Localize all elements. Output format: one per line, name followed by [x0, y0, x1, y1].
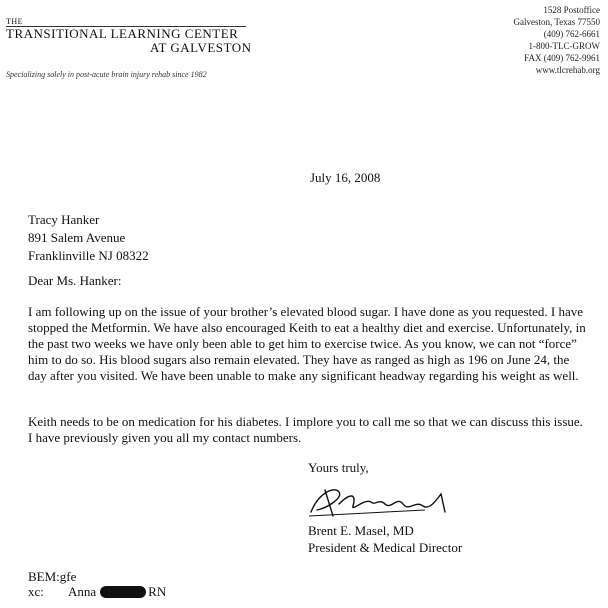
letter-date: July 16, 2008 [310, 170, 381, 185]
recipient-address [28, 211, 149, 265]
signature-image [305, 482, 465, 520]
contact-website: www.tlcrehab.org [535, 65, 600, 75]
typist-initials: BEM:gfe [28, 569, 77, 584]
contact-fax: FAX (409) 762-9961 [524, 53, 600, 63]
contact-address-street: 1528 Postoffice [543, 5, 600, 15]
organization-name: TRANSITIONAL LEARNING CENTER [6, 26, 239, 41]
salutation: Dear Ms. Hanker: [28, 273, 122, 288]
signer-name: Brent E. Masel, MD [308, 523, 414, 538]
cc-line [28, 584, 166, 600]
signer-block [308, 522, 462, 556]
body-paragraph-1: I am following up on the issue of your brother’s elevated blood sugar. I have done as you requested. I have stopped the Metformin. We have also encouraged Keith to eat a healthy diet and exercise. Unfortunately, in the past two weeks we have only been able to get him to exercise twice. As you know, we can not “force” him to do so. His blood sugars also remain elevated. They have as ranged as high as 196 on June 24, the day after you visited. We have been unable to make any significant headway regarding his weight as well. [28, 304, 586, 383]
letterhead-the: THE [6, 17, 24, 26]
redaction-mark [100, 586, 146, 598]
recipient-street: 891 Salem Avenue [28, 230, 126, 245]
cc-suffix: RN [148, 584, 167, 599]
signer-title: President & Medical Director [308, 540, 463, 555]
contact-block [400, 4, 600, 76]
letterhead-tagline: Specializing solely in post-acute brain injury rehab since 1982 [6, 70, 207, 79]
organization-location: AT GALVESTON [150, 40, 252, 55]
contact-phone: (409) 762-6661 [543, 29, 600, 39]
cc-first-name: Anna [68, 584, 97, 599]
recipient-name: Tracy Hanker [28, 212, 100, 227]
body-paragraph-2: Keith needs to be on medication for his diabetes. I implore you to call me so that we can discuss this issue. I have previously given you all my contact numbers. [28, 414, 583, 445]
cc-label: xc: [28, 584, 44, 599]
closing: Yours truly, [308, 460, 369, 475]
contact-address-city: Galveston, Texas 77550 [513, 17, 600, 27]
contact-tollfree: 1-800-TLC-GROW [528, 41, 600, 51]
recipient-city: Franklinville NJ 08322 [28, 248, 149, 263]
